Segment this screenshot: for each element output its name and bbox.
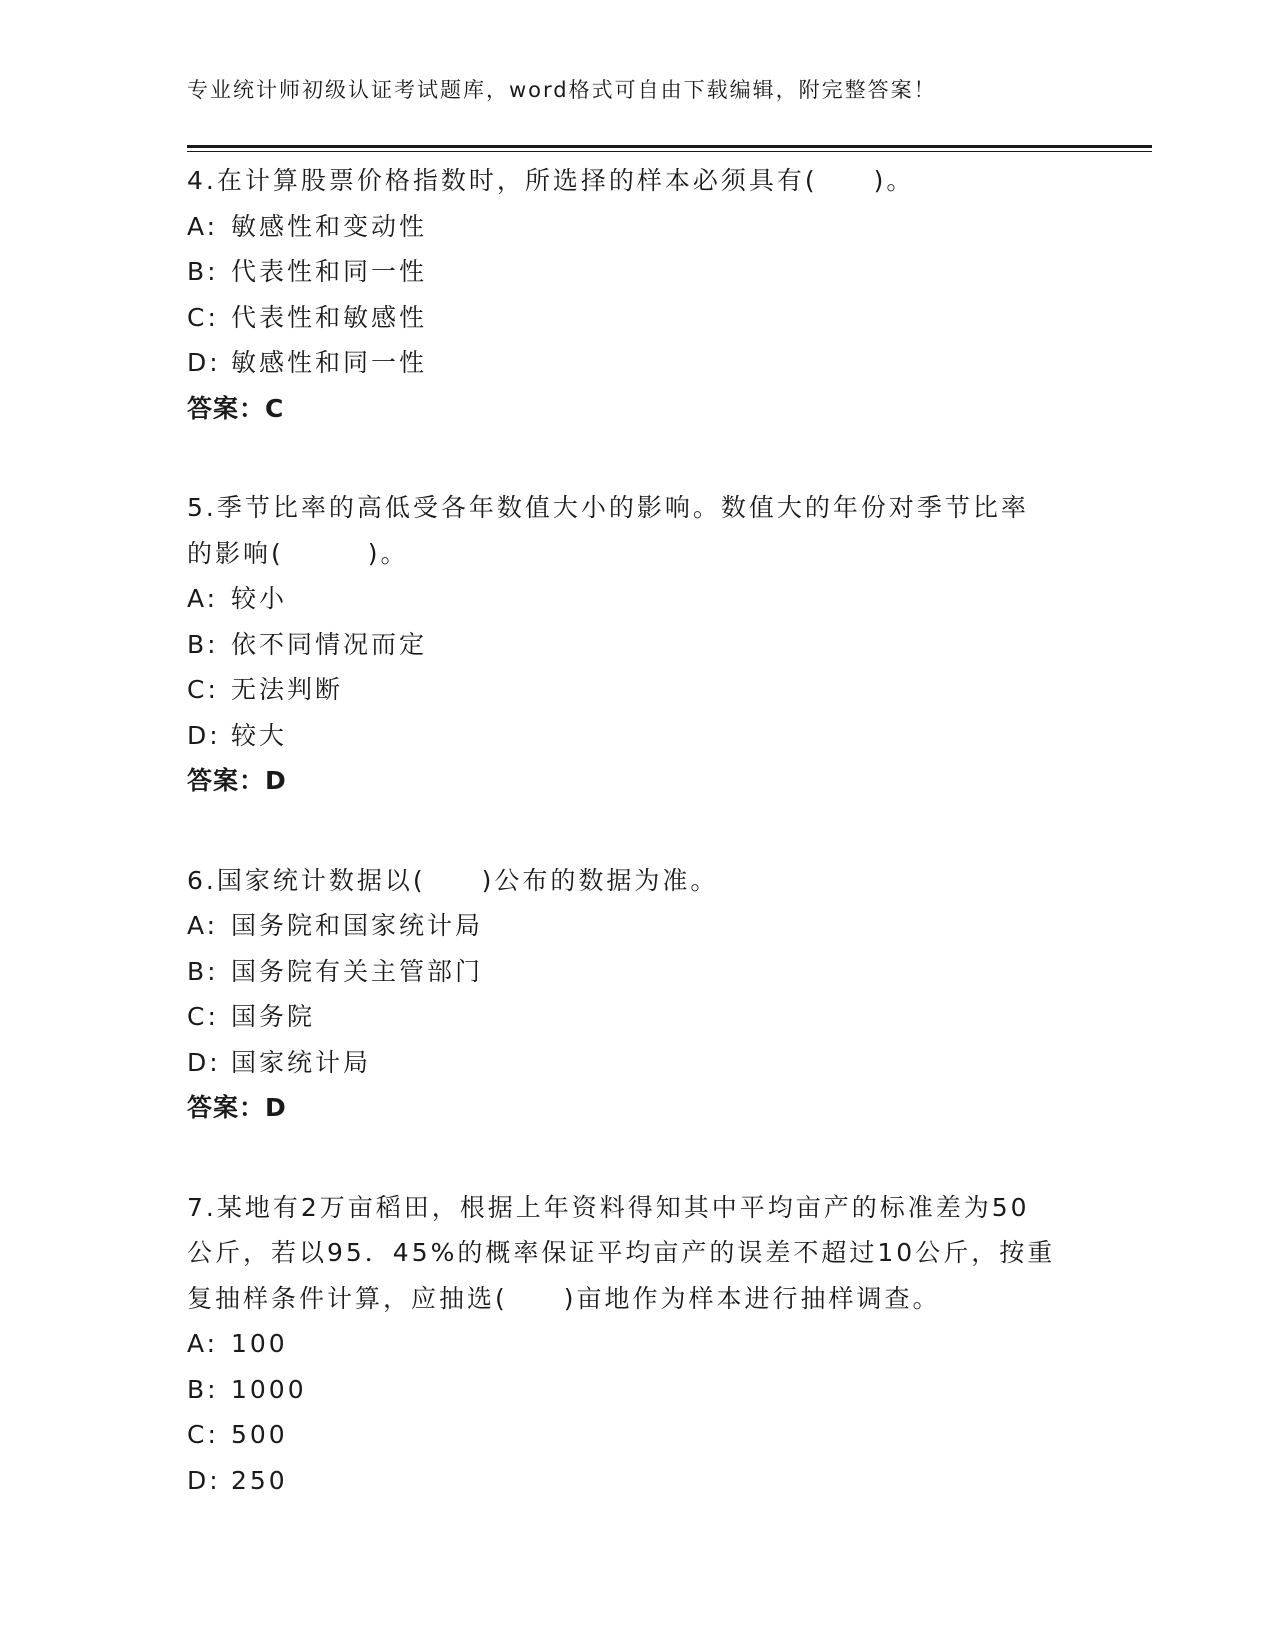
option-a <box>187 903 1087 949</box>
option-text: 代表性和同一性 <box>231 257 428 286</box>
option-c <box>187 295 1087 341</box>
question-stem: 的影响( )。 <box>187 538 409 568</box>
option-b <box>187 1367 1087 1413</box>
header-rule-thin <box>187 151 1152 152</box>
option-b <box>187 949 1087 995</box>
question-7 <box>187 1185 1087 1504</box>
option-letter: D: <box>187 348 221 377</box>
question-stem: 4.在计算股票价格指数时，所选择的样本必须具有( )。 <box>187 166 915 195</box>
option-letter: B: <box>187 257 219 286</box>
option-letter: A: <box>187 584 219 613</box>
document-header: 专业统计师初级认证考试题库，word格式可自由下载编辑，附完整答案！ <box>187 78 937 102</box>
option-b <box>187 249 1087 295</box>
option-text: 国务院和国家统计局 <box>231 911 484 940</box>
question-stem: 公斤，若以95．45%的概率保证平均亩产的误差不超过10公斤，按重 <box>187 1238 1056 1267</box>
option-a <box>187 576 1087 622</box>
option-letter: A: <box>187 211 219 241</box>
question-4 <box>187 158 1087 431</box>
option-a <box>187 1321 1087 1367</box>
option-text: 代表性和敏感性 <box>231 302 428 332</box>
option-d <box>187 340 1087 386</box>
option-text: 1000 <box>231 1374 307 1404</box>
option-text: 较小 <box>231 584 288 613</box>
option-text: 500 <box>231 1420 288 1449</box>
option-text: 敏感性和变动性 <box>231 211 428 241</box>
option-letter: B: <box>187 1374 219 1404</box>
question-stem: 5.季节比率的高低受各年数值大小的影响。数值大的年份对季节比率 <box>187 493 1029 522</box>
option-letter: C: <box>187 675 219 704</box>
option-text: 100 <box>231 1329 288 1358</box>
question-6 <box>187 858 1087 1131</box>
answer-line: 答案：C <box>187 393 285 423</box>
option-text: 较大 <box>231 720 288 750</box>
question-5 <box>187 485 1087 804</box>
answer-line: 答案：D <box>187 766 287 795</box>
option-letter: C: <box>187 1002 219 1031</box>
option-letter: A: <box>187 911 219 940</box>
question-stem: 7.某地有2万亩稻田，根据上年资料得知其中平均亩产的标准差为50 <box>187 1192 1030 1222</box>
option-letter: B: <box>187 956 219 986</box>
option-letter: C: <box>187 302 219 332</box>
option-a <box>187 204 1087 250</box>
option-text: 国务院有关主管部门 <box>231 956 484 986</box>
option-c <box>187 1412 1087 1458</box>
option-text: 敏感性和同一性 <box>231 348 428 377</box>
option-text: 250 <box>231 1465 288 1495</box>
option-text: 无法判断 <box>231 675 344 704</box>
option-b <box>187 622 1087 668</box>
option-d <box>187 1458 1087 1504</box>
question-list <box>187 158 1087 1557</box>
option-letter: D: <box>187 1465 221 1495</box>
option-letter: C: <box>187 1420 219 1449</box>
option-d <box>187 713 1087 759</box>
option-letter: B: <box>187 629 219 659</box>
option-letter: D: <box>187 720 221 750</box>
option-text: 国务院 <box>231 1002 316 1031</box>
question-stem: 6.国家统计数据以( )公布的数据为准。 <box>187 865 719 895</box>
option-text: 国家统计局 <box>231 1047 372 1077</box>
option-c <box>187 667 1087 713</box>
option-text: 依不同情况而定 <box>231 629 428 659</box>
question-stem: 复抽样条件计算，应抽选( )亩地作为样本进行抽样调查。 <box>187 1283 941 1313</box>
option-letter: D: <box>187 1047 221 1077</box>
header-rule-thick <box>187 145 1152 148</box>
answer-line: 答案：D <box>187 1093 287 1122</box>
option-d <box>187 1040 1087 1086</box>
option-letter: A: <box>187 1329 219 1358</box>
option-c <box>187 994 1087 1040</box>
